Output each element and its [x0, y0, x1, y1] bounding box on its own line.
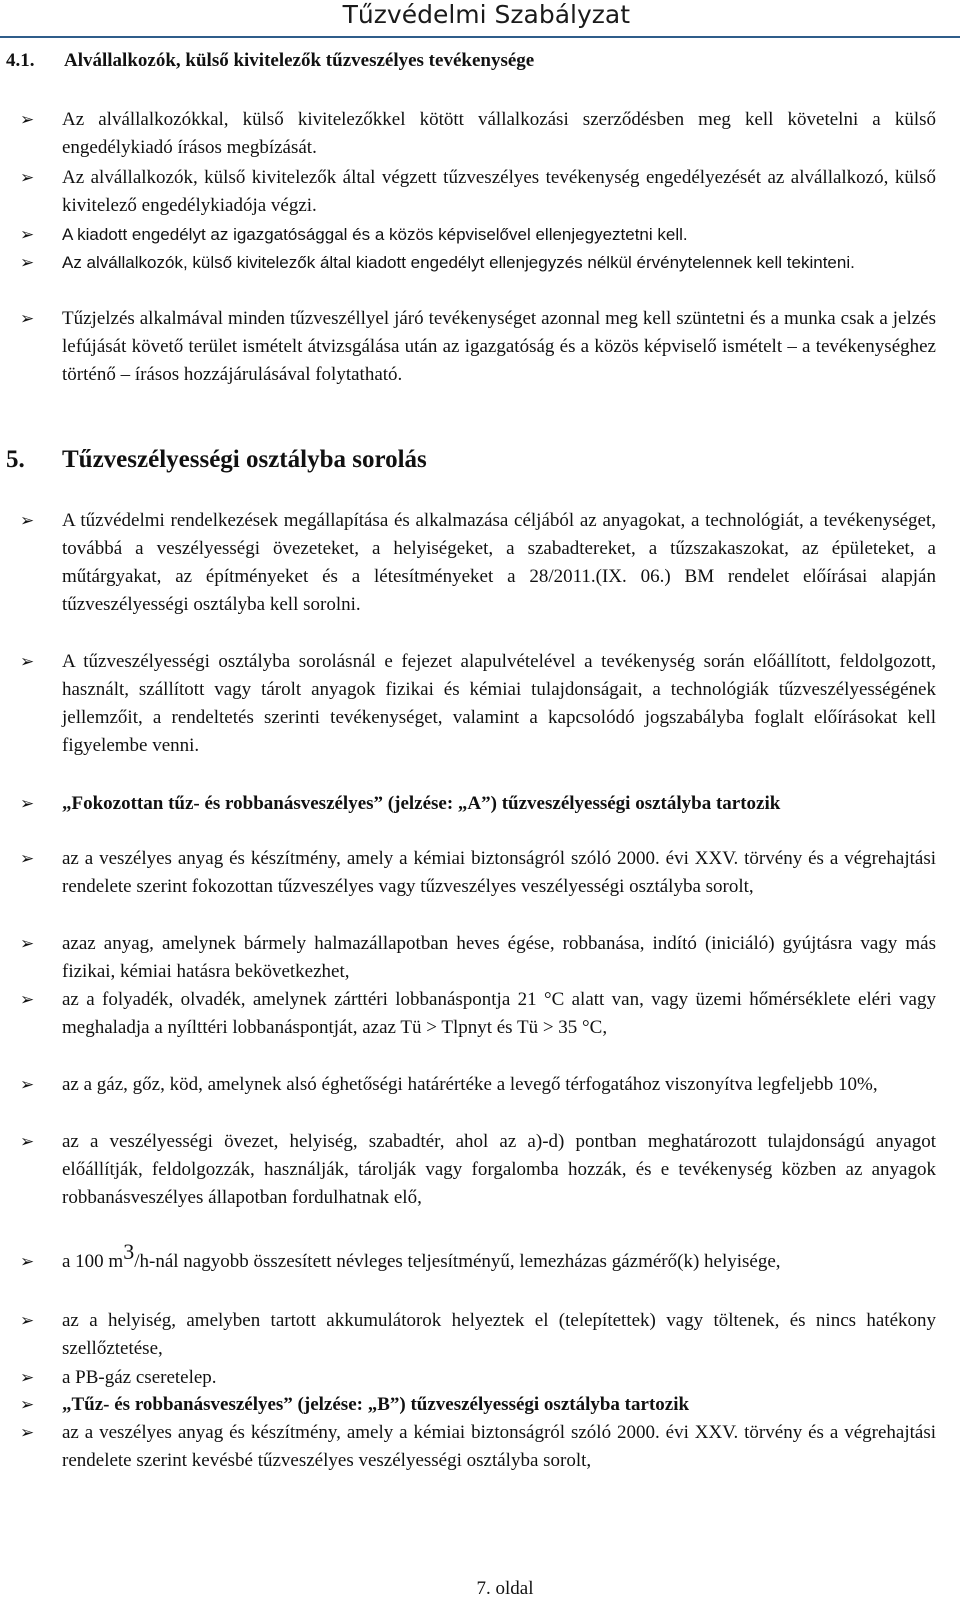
- section-title: Tűzveszélyességi osztályba sorolás: [62, 446, 427, 473]
- list-item: [20, 648, 936, 760]
- gas-meter-text-start: a 100 m: [62, 1251, 124, 1272]
- list-item: [20, 1307, 936, 1363]
- header-title: Tűzvédelmi Szabályzat: [342, 0, 630, 29]
- bullet-arrow-icon: ➢: [20, 1311, 35, 1330]
- list-item-text: A tűzveszélyességi osztályba sorolásnál e fejezet alapulvételével a tevékenység során előállított, feldolgozott, használt, szállított vagy tárolt anyagok fizikai és kémiai tulajdonságait, a technológiák tűzveszélyességének jellemzőit, a rendeltetés szerinti tevékenységet, valamint a kapcsolódó jogszabályba foglalt előírásokat kell figyelembe venni.: [62, 651, 936, 756]
- bullet-arrow-icon: ➢: [20, 110, 35, 129]
- list-item-text: Az alvállalkozók, külső kivitelezők által végzett tűzveszélyes tevékenység engedélyezését az alvállalkozó, külső kivitelező engedélykiadója végzi.: [62, 167, 936, 216]
- bullet-arrow-icon: ➢: [20, 1423, 35, 1442]
- list-item: [20, 221, 936, 249]
- list-item: [20, 1364, 936, 1392]
- list-item: [20, 1239, 936, 1276]
- class-a-heading: „Fokozottan tűz- és robbanásveszélyes” (jelzése: „A”) tűzveszélyességi osztályba tartozik: [62, 793, 781, 814]
- bullet-arrow-icon: ➢: [20, 1395, 35, 1414]
- list-item-text: az a gáz, gőz, köd, amelynek alsó éghetőségi határértéke a levegő térfogatához viszonyítva legfeljebb 10%,: [62, 1074, 878, 1095]
- list-item: [20, 106, 936, 162]
- list-item: [20, 986, 936, 1042]
- list-item-text: az a helyiség, amelyben tartott akkumulátorok helyeztek el (telepítettek) vagy töltenek, és nincs hatékony szellőztetése,: [62, 1310, 936, 1359]
- bullet-arrow-icon: ➢: [20, 225, 35, 244]
- list-item-text: Tűzjelzés alkalmával minden tűzveszéllyel járó tevékenységet azonnal meg kell szüntetni és a munka csak a jelzés lefújását követő terület ismételt átvizsgálása után az igazgatóság és a közös képviselő ismételt – a tevékenységhez történő – írásos hozzájárulásával folytatható.: [62, 308, 936, 385]
- list-item-text: [62, 1239, 936, 1276]
- list-item-text: az a veszélyes anyag és készítmény, amely a kémiai biztonságról szóló 2000. évi XXV. törvény és a végrehajtási rendelete szerint kevésbé tűzveszélyes veszélyességi osztályba sorolt,: [62, 1422, 936, 1471]
- list-item-text: az a folyadék, olvadék, amelynek zárttéri lobbanáspontja 21 °C alatt van, vagy üzemi hőmérséklete eléri vagy meghaladja a nyílttéri lobbanáspontját, azaz Tü > Tlpnyt és Tü > 35 °C,: [62, 989, 936, 1038]
- list-item: [20, 1419, 936, 1475]
- bullet-arrow-icon: ➢: [20, 1368, 35, 1387]
- list-item-text: A tűzvédelmi rendelkezések megállapítása és alkalmazása céljából az anyagokat, a technológiát, a tevékenységet, továbbá a veszélyességi övezeteket, a helyiségeket, a szabadtereket, a tűzszakaszokat, az épületeket, a műtárgyakat, az építményeket és a létesítményeket a 28/2011.(IX. 06.) BM rendelet előírásai alapján tűzveszélyességi osztályba kell sorolni.: [62, 510, 936, 615]
- list-item: [20, 845, 936, 901]
- gas-meter-text-end: /h-nál nagyobb összesített névleges teljesítményű, lemezházas gázmérő(k) helyisége,: [134, 1251, 781, 1272]
- list-item-text: a PB-gáz cseretelep.: [62, 1367, 217, 1388]
- list-item: [20, 249, 936, 277]
- section-number: 5.: [6, 446, 25, 473]
- bullet-arrow-icon: ➢: [20, 1252, 35, 1271]
- list-item: [20, 1071, 936, 1099]
- list-item: [20, 1391, 936, 1419]
- section-title: Alvállalkozók, külső kivitelezők tűzveszélyes tevékenysége: [64, 50, 535, 71]
- bullet-arrow-icon: ➢: [20, 168, 35, 187]
- bullet-arrow-icon: ➢: [20, 309, 35, 328]
- list-item: [20, 164, 936, 220]
- page-header: [0, 0, 960, 38]
- list-item-text: Az alvállalkozókkal, külső kivitelezőkkel kötött vállalkozási szerződésben meg kell követelni a külső engedélykiadó írásos megbízását.: [62, 109, 936, 158]
- bullet-arrow-icon: ➢: [20, 1075, 35, 1094]
- list-item-text: az a veszélyes anyag és készítmény, amely a kémiai biztonságról szóló 2000. évi XXV. törvény és a végrehajtási rendelete szerint fokozottan tűzveszélyes vagy tűzveszélyes veszélyességi osztályba sorolt,: [62, 848, 936, 897]
- bullet-arrow-icon: ➢: [20, 253, 35, 272]
- list-item: [20, 1128, 936, 1212]
- section-heading-5: [6, 446, 427, 474]
- class-b-heading: „Tűz- és robbanásveszélyes” (jelzése: „B”) tűzveszélyességi osztályba tartozik: [62, 1394, 690, 1415]
- list-item: [20, 305, 936, 389]
- bullet-arrow-icon: ➢: [20, 990, 35, 1009]
- bullet-arrow-icon: ➢: [20, 934, 35, 953]
- list-item: [20, 790, 936, 818]
- bullet-arrow-icon: ➢: [20, 849, 35, 868]
- bullet-arrow-icon: ➢: [20, 1132, 35, 1151]
- bullet-arrow-icon: ➢: [20, 794, 35, 813]
- page-number: 7. oldal: [476, 1578, 534, 1599]
- section-heading-4-1: [6, 50, 534, 72]
- section-number: 4.1.: [6, 50, 35, 71]
- list-item-text: Az alvállalkozók, külső kivitelezők által kiadott engedélyt ellenjegyzés nélkül érvénytelennek kell tekinteni.: [62, 253, 855, 272]
- superscript-3: 3: [123, 1239, 135, 1264]
- list-item: [20, 507, 936, 619]
- list-item-text: A kiadott engedélyt az igazgatósággal és a közös képviselővel ellenjegyeztetni kell.: [62, 225, 688, 244]
- list-item: [20, 930, 936, 986]
- list-item-text: az a veszélyességi övezet, helyiség, szabadtér, ahol az a)-d) pontban meghatározott tulajdonságú anyagot előállítják, feldolgozzák, használják, tárolják vagy forgalomba hozzák, és e tevékenység közben az anyagok robbanásveszélyes állapotban fordulhatnak elő,: [62, 1131, 936, 1208]
- list-item-text: azaz anyag, amelynek bármely halmazállapotban heves égése, robbanása, indító (iniciáló) gyújtásra vagy más fizikai, kémiai hatásra bekövetkezhet,: [62, 933, 936, 982]
- bullet-arrow-icon: ➢: [20, 652, 35, 671]
- bullet-arrow-icon: ➢: [20, 511, 35, 530]
